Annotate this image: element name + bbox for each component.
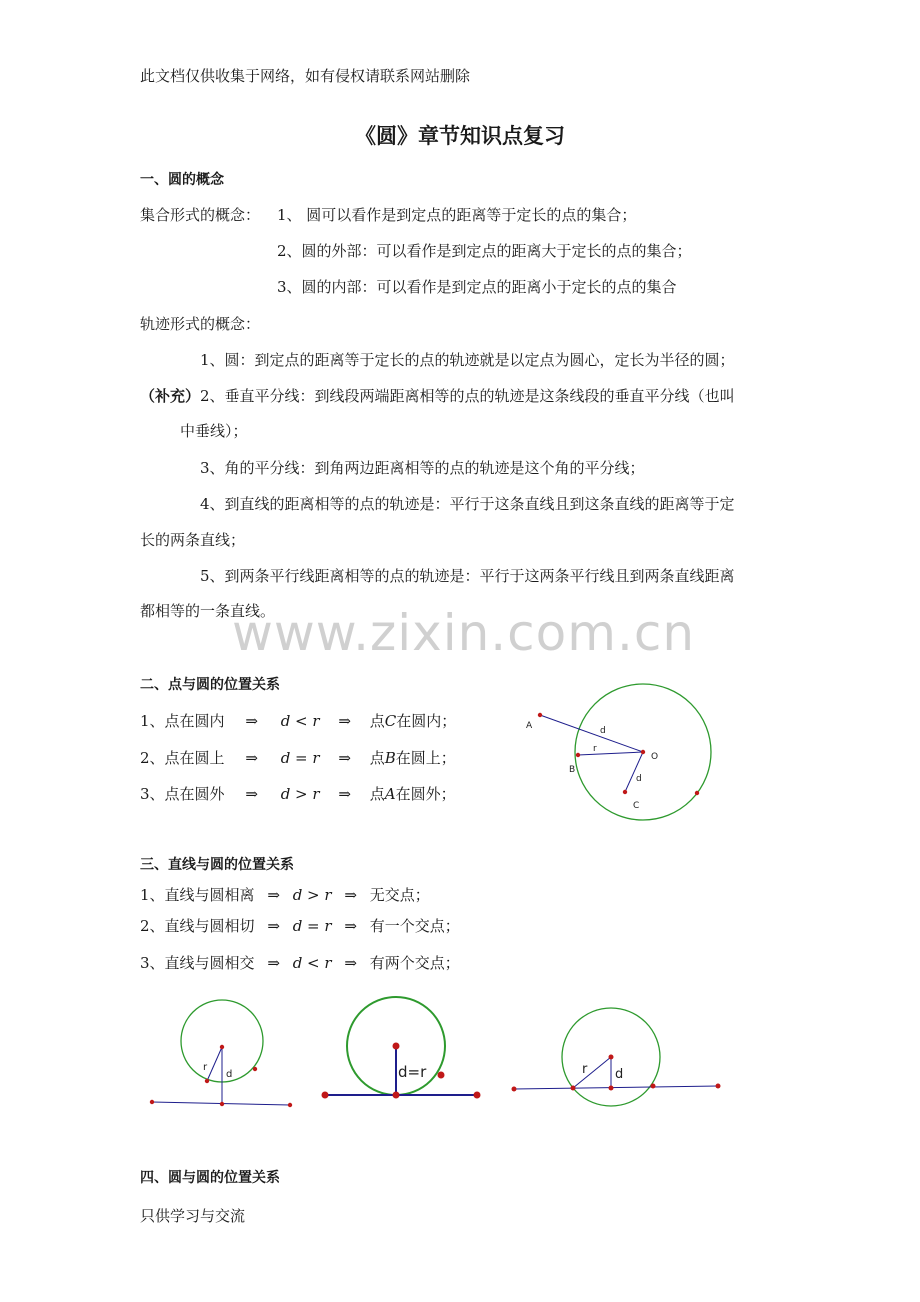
locus-item-5: 5、到两条平行线距离相等的点的轨迹是：平行于这两条平行线且到两条直线距离 bbox=[200, 567, 735, 585]
point-letter: B bbox=[384, 749, 396, 767]
point-c bbox=[623, 790, 627, 794]
label-b: B bbox=[569, 765, 576, 775]
circle-point bbox=[205, 1079, 209, 1083]
label-r: r bbox=[582, 1062, 588, 1077]
label-d-inner: d bbox=[636, 774, 642, 784]
locus-item-1: 1、圆：到定点的距离等于定长的点的轨迹就是以定点为圆心，定长为半径的圆； bbox=[200, 351, 735, 369]
implies-symbol: ⇒ bbox=[338, 712, 351, 730]
point-on-circle bbox=[695, 791, 699, 795]
locus-item-3: 3、角的平分线：到角两边距离相等的点的轨迹是这个角的平分线； bbox=[200, 459, 645, 477]
label-r: r bbox=[593, 744, 597, 754]
row-label: 3、点在圆外 bbox=[140, 785, 225, 803]
result-prefix: 点 bbox=[369, 749, 385, 767]
segment-r bbox=[573, 1057, 611, 1088]
figure-separate bbox=[150, 1000, 292, 1107]
line-endpoint bbox=[474, 1092, 481, 1099]
segment-oa bbox=[540, 715, 643, 752]
header-notice: 此文档仅供收集于网络，如有侵权请联系网站删除 bbox=[140, 67, 471, 85]
point-circle-figure bbox=[510, 680, 730, 825]
row-label: 1、直线与圆相离 bbox=[140, 886, 255, 904]
set-item-3: 3、圆的内部：可以看作是到定点的距离小于定长的点的集合 bbox=[277, 278, 677, 296]
line-circle-figures bbox=[140, 995, 740, 1120]
intersection-point bbox=[571, 1086, 576, 1091]
center-point bbox=[609, 1055, 614, 1060]
point-rel-row-1 bbox=[140, 711, 456, 731]
row-label: 3、直线与圆相交 bbox=[140, 954, 255, 972]
page-title: 《圆》章节知识点复习 bbox=[355, 124, 565, 148]
label-d: d bbox=[615, 1067, 624, 1082]
result-prefix: 点 bbox=[369, 785, 385, 803]
result: 无交点； bbox=[369, 886, 430, 904]
watermark: www.zixin.com.cn bbox=[232, 604, 696, 662]
point-b bbox=[576, 753, 580, 757]
locus-item-5-cont: 都相等的一条直线。 bbox=[140, 602, 276, 620]
label-r: r bbox=[203, 1062, 208, 1073]
line-rel-row-1 bbox=[140, 885, 430, 905]
implies-symbol: ⇒ bbox=[344, 917, 357, 935]
center-point bbox=[220, 1045, 224, 1049]
result-suffix: 在圆内； bbox=[396, 712, 457, 730]
foot-point bbox=[220, 1102, 224, 1106]
line-endpoint bbox=[512, 1087, 517, 1092]
line-endpoint bbox=[288, 1103, 292, 1107]
segment-oc bbox=[625, 752, 643, 792]
point-letter: C bbox=[384, 712, 397, 730]
condition: d = r bbox=[292, 917, 332, 935]
set-item-2: 2、圆的外部：可以看作是到定点的距离大于定长的点的集合； bbox=[277, 242, 692, 260]
condition: d > r bbox=[280, 785, 320, 803]
implies-symbol: ⇒ bbox=[245, 749, 258, 767]
intersection-point bbox=[651, 1084, 656, 1089]
line-endpoint bbox=[716, 1084, 721, 1089]
result: 有一个交点； bbox=[369, 917, 460, 935]
segment-ob bbox=[578, 752, 643, 755]
row-label: 2、点在圆上 bbox=[140, 749, 225, 767]
section-heading-point-circle: 二、点与圆的位置关系 bbox=[140, 677, 280, 693]
result-prefix: 点 bbox=[369, 712, 385, 730]
figure-tangent bbox=[322, 997, 481, 1099]
condition: d > r bbox=[292, 886, 332, 904]
label-a: A bbox=[526, 721, 533, 731]
result-suffix: 在圆上； bbox=[395, 749, 456, 767]
figure-intersecting bbox=[512, 1008, 721, 1106]
section-heading-circle-circle: 四、圆与圆的位置关系 bbox=[140, 1170, 280, 1186]
result: 有两个交点； bbox=[369, 954, 460, 972]
line-endpoint bbox=[322, 1092, 329, 1099]
implies-symbol: ⇒ bbox=[344, 954, 357, 972]
line bbox=[514, 1086, 718, 1089]
label-d: d bbox=[226, 1069, 233, 1080]
row-label: 2、直线与圆相切 bbox=[140, 917, 255, 935]
circle-point bbox=[438, 1072, 445, 1079]
condition: d = r bbox=[280, 749, 320, 767]
label-o: O bbox=[651, 752, 659, 762]
locus-label: 轨迹形式的概念： bbox=[140, 315, 261, 333]
section-heading-line-circle: 三、直线与圆的位置关系 bbox=[140, 857, 294, 873]
footer-note: 只供学习与交流 bbox=[140, 1207, 246, 1225]
set-label: 集合形式的概念： bbox=[140, 206, 261, 224]
line-rel-row-3 bbox=[140, 953, 460, 973]
implies-symbol: ⇒ bbox=[245, 712, 258, 730]
set-item-1: 1、 圆可以看作是到定点的距离等于定长的点的集合； bbox=[277, 206, 637, 224]
circle-point bbox=[253, 1067, 257, 1071]
section-heading-concept: 一、圆的概念 bbox=[140, 172, 224, 188]
implies-symbol: ⇒ bbox=[267, 917, 280, 935]
line-endpoint bbox=[150, 1100, 154, 1104]
condition: d < r bbox=[280, 712, 320, 730]
label-c: C bbox=[633, 801, 640, 811]
point-letter: A bbox=[384, 785, 396, 803]
implies-symbol: ⇒ bbox=[267, 886, 280, 904]
implies-symbol: ⇒ bbox=[267, 954, 280, 972]
segment-r bbox=[207, 1047, 222, 1081]
supplement-label: （补充） bbox=[140, 387, 201, 405]
center-point bbox=[393, 1043, 400, 1050]
line-rel-row-2 bbox=[140, 916, 460, 936]
locus-item-4-cont: 长的两条直线； bbox=[140, 531, 246, 549]
implies-symbol: ⇒ bbox=[344, 886, 357, 904]
label-d-outer: d bbox=[600, 726, 606, 736]
point-a bbox=[538, 713, 542, 717]
locus-item-4: 4、到直线的距离相等的点的轨迹是：平行于这条直线且到这条直线的距离等于定 bbox=[200, 495, 735, 513]
row-label: 1、点在圆内 bbox=[140, 712, 225, 730]
label-d-equals-r: d=r bbox=[398, 1063, 427, 1081]
implies-symbol: ⇒ bbox=[338, 785, 351, 803]
point-rel-row-3 bbox=[140, 784, 456, 804]
foot-point bbox=[609, 1086, 614, 1091]
locus-item-2 bbox=[140, 386, 735, 406]
point-rel-row-2 bbox=[140, 748, 456, 768]
locus-item-2-cont: 中垂线）； bbox=[180, 422, 248, 440]
center-o bbox=[641, 750, 645, 754]
result-suffix: 在圆外； bbox=[395, 785, 456, 803]
condition: d < r bbox=[292, 954, 332, 972]
implies-symbol: ⇒ bbox=[338, 749, 351, 767]
implies-symbol: ⇒ bbox=[245, 785, 258, 803]
tangent-point bbox=[393, 1092, 400, 1099]
locus-item-2-text: 2、垂直平分线：到线段两端距离相等的点的轨迹是这条线段的垂直平分线（也叫 bbox=[200, 387, 735, 405]
